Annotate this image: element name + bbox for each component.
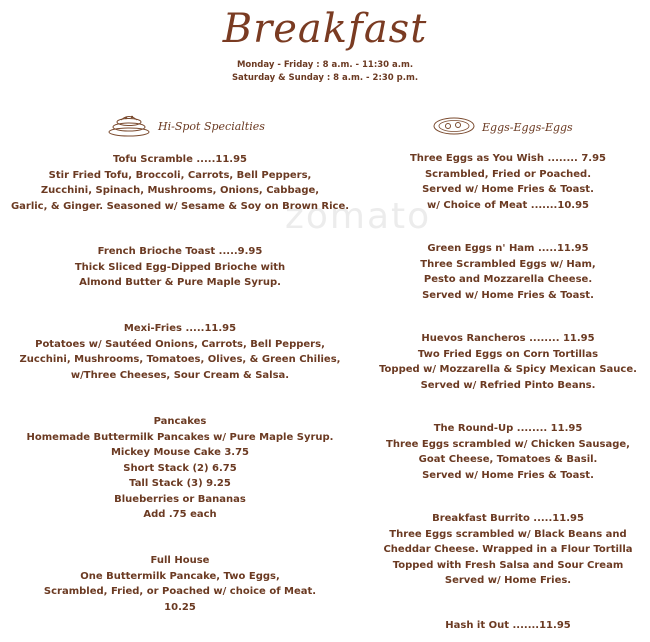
item-line: One Buttermilk Pancake, Two Eggs, (80, 570, 280, 582)
item-line: Served w/ Home Fries & Toast. (422, 184, 594, 195)
item-line: Three Eggs scrambled w/ Chicken Sausage, (386, 438, 630, 450)
item-line: Zucchini, Spinach, Mushrooms, Onions, Cabbage, (40, 185, 320, 196)
item-line: Three Scrambled Eggs w/ Ham, (420, 258, 596, 270)
item-line: w/ Choice of Meat .......10.95 (427, 199, 589, 211)
weekend-hours: Saturday & Sunday : 8 a.m. - 2:30 p.m. (231, 73, 419, 83)
item-line: Huevos Rancheros ........ 11.95 (421, 333, 595, 344)
menu-item-tofu-scramble (0, 152, 360, 214)
egg-dish-icon (432, 115, 476, 140)
item-line: Scrambled, Fried or Poached. (424, 168, 592, 180)
item-line: Topped w/ Mozzarella & Spicy Mexican Sauce. (379, 364, 637, 375)
item-line: The Round-Up ........ 11.95 (433, 423, 583, 434)
item-line: Two Fried Eggs on Corn Tortillas (417, 348, 599, 360)
item-line: Blueberries or Bananas (114, 493, 246, 505)
pancake-stack-icon (106, 112, 152, 141)
item-line: Green Eggs n' Ham .....11.95 (427, 243, 589, 254)
menu-item-hash-it-out (370, 618, 646, 634)
specialties-heading (106, 112, 265, 141)
item-line: Potatoes w/ Sautéed Onions, Carrots, Bell Peppers, (35, 338, 325, 350)
specialties-heading-label: Hi-Spot Specialties (158, 120, 265, 133)
item-line: Three Eggs scrambled w/ Black Beans and (389, 528, 627, 540)
item-line: Served w/ Home Fries & Toast. (422, 289, 594, 301)
menu-item-breakfast-burrito (370, 511, 646, 589)
menu-item-huevos-rancheros (370, 331, 646, 393)
item-line: Goat Cheese, Tomatoes & Basil. (418, 454, 598, 465)
weekday-hours: Monday - Friday : 8 a.m. - 11:30 a.m. (236, 60, 414, 70)
item-line: Served w/ Refried Pinto Beans. (420, 379, 596, 391)
menu-item-pancakes (0, 414, 360, 523)
menu-item-three-eggs (370, 151, 646, 213)
item-line: Add .75 each (143, 509, 217, 520)
menu-item-green-eggs-n-ham (370, 241, 646, 303)
item-line: Mickey Mouse Cake 3.75 (110, 447, 250, 458)
item-line: Short Stack (2) 6.75 (123, 462, 237, 474)
item-line: Three Eggs as You Wish ........ 7.95 (409, 153, 607, 164)
menu-item-full-house (0, 553, 360, 615)
eggs-heading-label: Eggs-Eggs-Eggs (482, 121, 573, 134)
item-line: French Brioche Toast .....9.95 (97, 246, 263, 257)
menu-item-the-round-up (370, 421, 646, 483)
item-line: Served w/ Home Fries & Toast. (422, 469, 594, 481)
item-line: Served w/ Home Fries. (444, 575, 572, 586)
item-line: Breakfast Burrito .....11.95 (432, 513, 584, 524)
item-line: Hash it Out .......11.95 (445, 620, 571, 631)
item-line: Garlic, & Ginger. Seasoned w/ Sesame & Soy on Brown Rice. (10, 200, 350, 212)
item-line: Topped with Fresh Salsa and Sour Cream (392, 559, 624, 571)
item-line: Scrambled, Fried, or Poached w/ choice of Meat. (43, 586, 317, 597)
menu-item-mexi-fries (0, 321, 360, 383)
item-line: Tofu Scramble .....11.95 (112, 154, 248, 165)
eggs-heading (432, 115, 573, 140)
item-line: Pesto and Mozzarella Cheese. (423, 274, 593, 285)
item-line: Cheddar Cheese. Wrapped in a Flour Tortilla (383, 544, 633, 555)
item-line: 10.25 (164, 601, 196, 613)
item-line: Tall Stack (3) 9.25 (129, 478, 231, 489)
item-line: Full House (150, 555, 210, 566)
menu-title: Breakfast (222, 6, 428, 52)
item-line: Zucchini, Mushrooms, Tomatoes, Olives, & Green Chilies, (19, 354, 341, 365)
item-line: Thick Sliced Egg-Dipped Brioche with (74, 261, 286, 273)
item-line: w/Three Cheeses, Sour Cream & Salsa. (70, 369, 290, 381)
watermark: zomato (285, 196, 432, 237)
item-line: Pancakes (153, 416, 207, 427)
item-line: Mexi-Fries .....11.95 (123, 323, 237, 334)
menu-item-french-brioche-toast (0, 244, 360, 291)
item-line: Homemade Buttermilk Pancakes w/ Pure Maple Syrup. (26, 431, 334, 443)
item-line: Almond Butter & Pure Maple Syrup. (79, 277, 281, 288)
item-line: Stir Fried Tofu, Broccoli, Carrots, Bell Peppers, (48, 169, 312, 181)
